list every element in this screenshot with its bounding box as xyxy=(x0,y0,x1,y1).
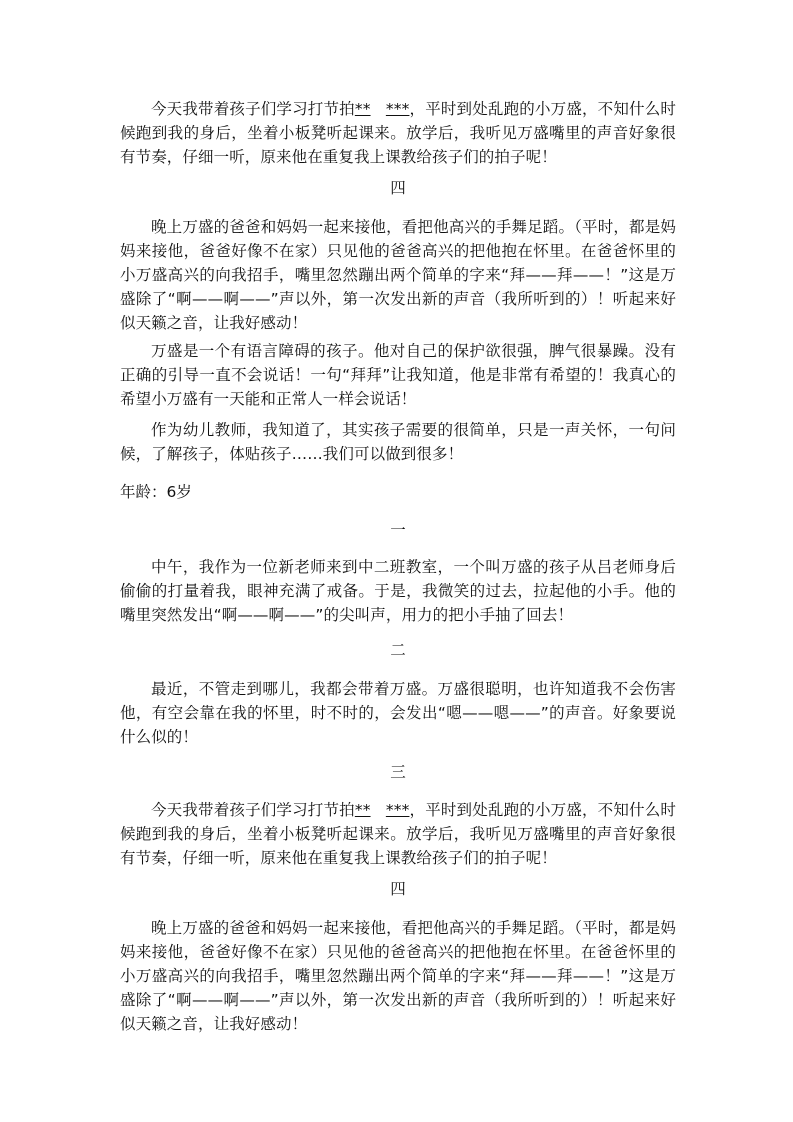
paragraph-beat-lesson-repeat xyxy=(120,798,676,870)
section-heading-one: 一 xyxy=(390,521,406,539)
underlined-mark: *** xyxy=(385,100,410,118)
paragraph-text: 今天我带着孩子们学习打节拍 xyxy=(151,100,355,118)
paragraph-text: 今天我带着孩子们学习打节拍 xyxy=(151,801,355,819)
paragraph-beat-lesson xyxy=(120,97,676,169)
section-heading-three: 三 xyxy=(390,763,406,781)
age-line: 年龄：6岁 xyxy=(120,483,192,501)
section-heading-four: 四 xyxy=(390,179,406,197)
paragraph-teacher-reflection: 作为幼儿教师，我知道了，其实孩子需要的很简单，只是一声关怀，一句问候，了解孩子，体贴孩子……我们可以做到很多！ xyxy=(120,421,676,463)
section-heading-four-repeat: 四 xyxy=(390,880,406,898)
paragraph-text: ，平时到处乱跑的小万盛，不知什么时候跑到我的身后，坐着小板凳听起课来。放学后，我听见万盛嘴里的声音好象很有节奏，仔细一听，原来他在重复我上课教给孩子们的拍子呢！ xyxy=(120,801,676,867)
mark-gap xyxy=(371,801,386,819)
underlined-mark: ** xyxy=(354,100,371,118)
paragraph-parents-pickup: 晚上万盛的爸爸和妈妈一起来接他，看把他高兴的手舞足蹈。（平时，都是妈妈来接他，爸爸好像不在家）只见他的爸爸高兴的把他抱在怀里。在爸爸怀里的小万盛高兴的向我招手，嘴里忽然蹦出两个简单的字来“拜——拜——！”这是万盛除了“啊——啊——”声以外，第一次发出新的声音（我所听到的）！听起来好似天籁之音，让我好感动！ xyxy=(120,218,676,332)
paragraph-recently: 最近，不管走到哪儿，我都会带着万盛。万盛很聪明，也许知道我不会伤害他，有空会靠在我的怀里，时不时的，会发出“嗯——嗯——”的声音。好象要说什么似的！ xyxy=(120,680,676,746)
paragraph-first-meeting: 中午，我作为一位新老师来到中二班教室，一个叫万盛的孩子从吕老师身后偷偷的打量着我，眼神充满了戒备。于是，我微笑的过去，拉起他的小手。他的嘴里突然发出“啊——啊——”的尖叫声，用力的把小手抽了回去！ xyxy=(120,558,676,624)
underlined-mark: ** xyxy=(354,801,371,819)
mark-gap xyxy=(371,100,386,118)
paragraph-parents-pickup-repeat: 晚上万盛的爸爸和妈妈一起来接他，看把他高兴的手舞足蹈。（平时，都是妈妈来接他，爸爸好像不在家）只见他的爸爸高兴的把他抱在怀里。在爸爸怀里的小万盛高兴的向我招手，嘴里忽然蹦出两个简单的字来“拜——拜——！”这是万盛除了“啊——啊——”声以外，第一次发出新的声音（我所听到的）！听起来好似天籁之音，让我好感动！ xyxy=(120,919,676,1033)
paragraph-text: ，平时到处乱跑的小万盛，不知什么时候跑到我的身后，坐着小板凳听起课来。放学后，我听见万盛嘴里的声音好象很有节奏，仔细一听，原来他在重复我上课教给孩子们的拍子呢！ xyxy=(120,100,676,166)
section-heading-two: 二 xyxy=(390,641,406,659)
underlined-mark: *** xyxy=(385,801,410,819)
paragraph-language-disorder: 万盛是一个有语言障碍的孩子。他对自己的保护欲很强，脾气很暴躁。没有正确的引导一直不会说话！一句“拜拜”让我知道，他是非常有希望的！我真心的希望小万盛有一天能和正常人一样会说话！ xyxy=(120,342,676,408)
